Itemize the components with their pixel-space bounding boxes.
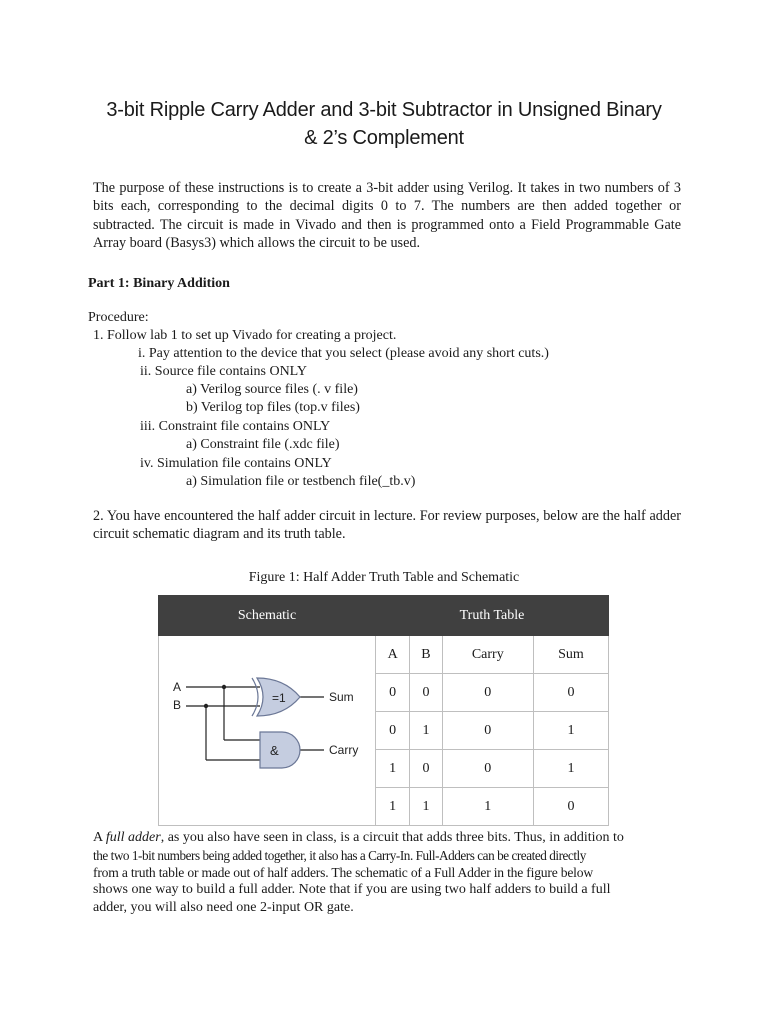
table-column-row <box>159 636 609 674</box>
full-adder-line-4: shows one way to build a full adder. Note that if you are using two half adders to build a full <box>93 882 611 897</box>
procedure-subitem-ii-b: b) Verilog top files (top.v files) <box>186 400 360 415</box>
input-b-label: B <box>173 698 182 712</box>
xor-gate-back-curve <box>252 678 258 716</box>
step-2-paragraph: 2. You have encountered the half adder circuit in lecture. For review purposes, below are the half adder circuit schematic diagram and its truth table. <box>93 508 681 543</box>
procedure-item-iv: iv. Simulation file contains ONLY <box>140 456 332 471</box>
schematic-cell <box>159 636 376 826</box>
carry-output-label: Carry <box>329 743 359 757</box>
cell-carry: 0 <box>442 674 533 712</box>
junction-a-dot <box>222 685 226 689</box>
cell-b: 0 <box>410 674 442 712</box>
procedure-item-iii: iii. Constraint file contains ONLY <box>140 419 331 434</box>
full-adder-line-2: the two 1-bit numbers being added together, it also has a Carry-In. Full-Adders can be created directly <box>93 848 586 863</box>
procedure-label: Procedure: <box>88 310 149 325</box>
column-header-carry: Carry <box>442 636 533 674</box>
procedure-subitem-iv-a: a) Simulation file or testbench file(_tb.v) <box>186 474 416 489</box>
full-adder-line-1 <box>93 829 677 847</box>
half-adder-table <box>158 595 609 826</box>
part1-heading: Part 1: Binary Addition <box>88 276 230 291</box>
full-adder-line-3: from a truth table or made out of half adders. The schematic of a Full Adder in the figure below <box>93 865 593 880</box>
cell-sum: 0 <box>533 674 608 712</box>
schematic-wires <box>186 687 324 760</box>
cell-a: 1 <box>376 750 410 788</box>
junction-b-dot <box>204 704 208 708</box>
procedure-subitem-ii-a: a) Verilog source files (. v file) <box>186 382 358 397</box>
full-adder-line-5: adder, you will also need one 2-input OR gate. <box>93 900 354 915</box>
cell-b: 1 <box>410 788 442 826</box>
cell-sum: 1 <box>533 750 608 788</box>
truth-table-header: Truth Table <box>376 596 609 636</box>
cell-b: 1 <box>410 712 442 750</box>
cell-carry: 0 <box>442 750 533 788</box>
and-gate-icon <box>260 732 300 768</box>
column-header-a: A <box>376 636 410 674</box>
title-line-1: 3-bit Ripple Carry Adder and 3-bit Subtractor in Unsigned Binary <box>106 99 662 121</box>
full-adder-line-1-rest: , as you also have seen in class, is a circuit that adds three bits. Thus, in addition to <box>160 830 624 845</box>
cell-a: 0 <box>376 712 410 750</box>
column-header-b: B <box>410 636 442 674</box>
figure-caption: Figure 1: Half Adder Truth Table and Schematic <box>248 570 520 585</box>
cell-carry: 0 <box>442 712 533 750</box>
full-adder-prefix: A <box>93 830 106 845</box>
procedure-subitem-iii-a: a) Constraint file (.xdc file) <box>186 437 340 452</box>
title-line-2: & 2’s Complement <box>304 127 464 149</box>
schematic-header: Schematic <box>159 596 376 636</box>
procedure-item-ii: ii. Source file contains ONLY <box>140 364 307 379</box>
sum-output-label: Sum <box>329 690 354 704</box>
cell-b: 0 <box>410 750 442 788</box>
cell-sum: 1 <box>533 712 608 750</box>
full-adder-term: full adder <box>105 830 161 845</box>
cell-sum: 0 <box>533 788 608 826</box>
input-a-label: A <box>173 680 182 694</box>
xor-gate-label: =1 <box>272 691 286 705</box>
procedure-step-1: 1. Follow lab 1 to set up Vivado for creating a project. <box>93 328 397 343</box>
cell-carry: 1 <box>442 788 533 826</box>
intro-paragraph: The purpose of these instructions is to create a 3-bit adder using Verilog. It takes in two numbers of 3 bits each, corresponding to the decimal digits 0 to 7. The numbers are then added together or subtracted. The circuit is made in Vivado and then is programmed onto a Field Programmable Gate Array board (Basys3) which allows the circuit to be used. <box>93 180 681 252</box>
table-header-row <box>159 596 609 636</box>
cell-a: 0 <box>376 674 410 712</box>
document-title <box>60 96 708 152</box>
procedure-item-i: i. Pay attention to the device that you select (please avoid any short cuts.) <box>138 346 549 361</box>
column-header-sum: Sum <box>533 636 608 674</box>
and-gate-label: & <box>270 743 279 758</box>
half-adder-schematic <box>160 636 374 814</box>
cell-a: 1 <box>376 788 410 826</box>
